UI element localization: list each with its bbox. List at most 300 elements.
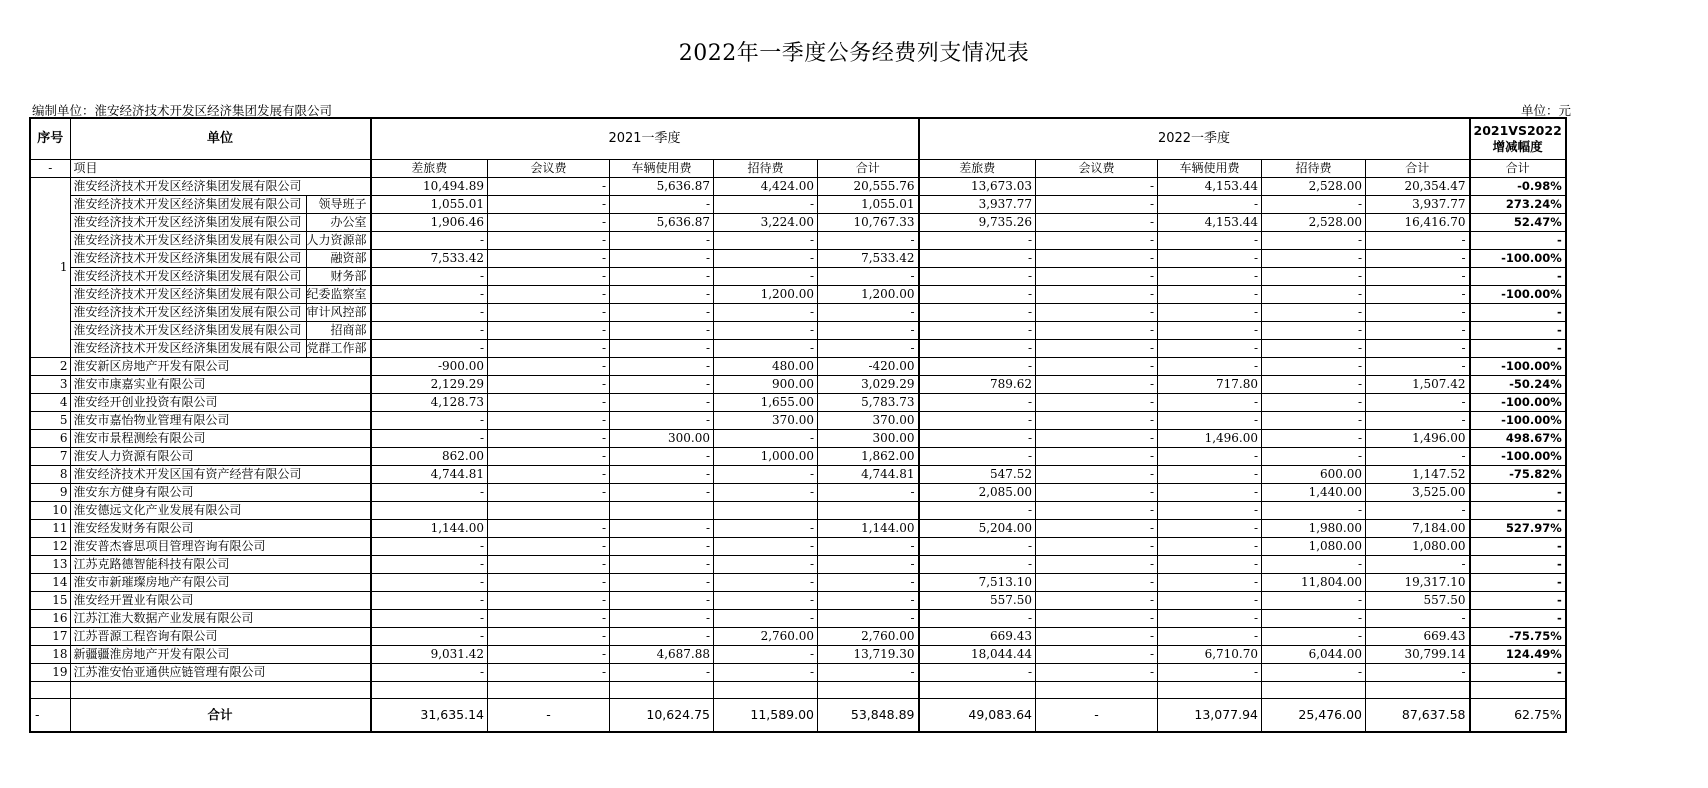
cell-2021-1: - bbox=[488, 645, 610, 663]
row-seq: 11 bbox=[30, 519, 70, 537]
cell-2022-1: - bbox=[1036, 267, 1158, 285]
cell-2021-3: - bbox=[714, 339, 818, 357]
cell-2021-4: - bbox=[818, 483, 919, 501]
cell-2021-3: - bbox=[714, 645, 818, 663]
cell-2022-3: - bbox=[1262, 447, 1366, 465]
blank-cell bbox=[1470, 681, 1566, 698]
cell-2022-0: - bbox=[919, 429, 1036, 447]
cell-2021-4: 10,767.33 bbox=[818, 213, 919, 231]
cell-2021-3: - bbox=[714, 519, 818, 537]
cell-2022-4: 1,507.42 bbox=[1366, 375, 1470, 393]
header-period-2022: 2022一季度 bbox=[919, 118, 1470, 159]
cell-2021-2: - bbox=[610, 483, 714, 501]
row-org: 淮安经济技术开发区经济集团发展有限公司 bbox=[71, 268, 307, 285]
cell-2021-2: 300.00 bbox=[610, 429, 714, 447]
cell-2021-2: - bbox=[610, 339, 714, 357]
cell-2022-2: - bbox=[1158, 339, 1262, 357]
cell-2021-0: 1,906.46 bbox=[371, 213, 488, 231]
cell-2021-4: 1,144.00 bbox=[818, 519, 919, 537]
header-period-2021: 2021一季度 bbox=[371, 118, 919, 159]
cell-2021-1: - bbox=[488, 375, 610, 393]
table-row bbox=[30, 573, 1566, 591]
row-org: 淮安经济技术开发区经济集团发展有限公司 bbox=[71, 250, 307, 267]
cell-2021-4: 2,760.00 bbox=[818, 627, 919, 645]
subheader-2021-col: 会议费 bbox=[488, 159, 610, 177]
row-org: 淮安经济技术开发区经济集团发展有限公司 bbox=[71, 232, 307, 249]
cell-change: - bbox=[1470, 663, 1566, 681]
cell-2022-2: 1,496.00 bbox=[1158, 429, 1262, 447]
cell-2021-2: - bbox=[610, 447, 714, 465]
total-2021-4: 53,848.89 bbox=[818, 698, 919, 732]
cell-2021-0: 10,494.89 bbox=[371, 177, 488, 195]
cell-2021-2: - bbox=[610, 303, 714, 321]
cell-change: 527.97% bbox=[1470, 519, 1566, 537]
cell-2022-1: - bbox=[1036, 213, 1158, 231]
cell-2022-0: - bbox=[919, 447, 1036, 465]
cell-2022-1: - bbox=[1036, 285, 1158, 303]
cell-2022-1: - bbox=[1036, 339, 1158, 357]
row-seq: 2 bbox=[30, 357, 70, 375]
cell-2022-2: - bbox=[1158, 663, 1262, 681]
total-2021-3: 11,589.00 bbox=[714, 698, 818, 732]
cell-2022-0: 789.62 bbox=[919, 375, 1036, 393]
row-unit bbox=[70, 177, 371, 195]
cell-change: -100.00% bbox=[1470, 447, 1566, 465]
cell-change: -75.75% bbox=[1470, 627, 1566, 645]
cell-2022-0: 3,937.77 bbox=[919, 195, 1036, 213]
cell-2022-0: 2,085.00 bbox=[919, 483, 1036, 501]
cell-2022-2: - bbox=[1158, 195, 1262, 213]
subheader-2022-col: 差旅费 bbox=[919, 159, 1036, 177]
cell-2022-2: - bbox=[1158, 303, 1262, 321]
cell-2021-4: - bbox=[818, 537, 919, 555]
cell-2022-2: - bbox=[1158, 267, 1262, 285]
cell-2022-2: - bbox=[1158, 573, 1262, 591]
cell-2022-2: - bbox=[1158, 249, 1262, 267]
table-row bbox=[30, 663, 1566, 681]
cell-2021-3: 4,424.00 bbox=[714, 177, 818, 195]
cell-2022-2: - bbox=[1158, 357, 1262, 375]
cell-2021-1: - bbox=[488, 609, 610, 627]
blank-cell bbox=[30, 681, 70, 698]
cell-2022-4: - bbox=[1366, 555, 1470, 573]
cell-2021-4: 1,862.00 bbox=[818, 447, 919, 465]
blank-cell bbox=[714, 681, 818, 698]
header-row bbox=[30, 118, 1566, 159]
row-seq: 15 bbox=[30, 591, 70, 609]
cell-change: -100.00% bbox=[1470, 411, 1566, 429]
table-row bbox=[30, 411, 1566, 429]
cell-2021-3: 3,224.00 bbox=[714, 213, 818, 231]
table-row bbox=[30, 339, 1566, 357]
subheader-change: 合计 bbox=[1470, 159, 1566, 177]
cell-2021-1: - bbox=[488, 519, 610, 537]
cell-2021-4: - bbox=[818, 663, 919, 681]
expense-table bbox=[29, 117, 1567, 733]
cell-2022-3: - bbox=[1262, 195, 1366, 213]
cell-2022-0: - bbox=[919, 501, 1036, 519]
cell-2021-2: 4,687.88 bbox=[610, 645, 714, 663]
cell-2021-2 bbox=[610, 501, 714, 519]
cell-2022-1: - bbox=[1036, 609, 1158, 627]
cell-2022-0: 547.52 bbox=[919, 465, 1036, 483]
header-unit: 单位 bbox=[70, 118, 371, 159]
cell-change: - bbox=[1470, 267, 1566, 285]
row-unit bbox=[70, 321, 371, 339]
cell-2022-2: - bbox=[1158, 609, 1262, 627]
cell-2022-0: - bbox=[919, 357, 1036, 375]
cell-2022-3: - bbox=[1262, 357, 1366, 375]
cell-2021-4: 20,555.76 bbox=[818, 177, 919, 195]
cell-2021-2: - bbox=[610, 555, 714, 573]
cell-2022-3: 1,980.00 bbox=[1262, 519, 1366, 537]
cell-2021-1: - bbox=[488, 447, 610, 465]
cell-2022-0: - bbox=[919, 537, 1036, 555]
cell-2022-4: - bbox=[1366, 321, 1470, 339]
cell-change: - bbox=[1470, 591, 1566, 609]
cell-2021-2: - bbox=[610, 375, 714, 393]
cell-2022-4: 669.43 bbox=[1366, 627, 1470, 645]
cell-2021-2: - bbox=[610, 663, 714, 681]
subheader-2022-col: 合计 bbox=[1366, 159, 1470, 177]
cell-change: - bbox=[1470, 339, 1566, 357]
total-2021-1: - bbox=[488, 698, 610, 732]
cell-2021-3: - bbox=[714, 231, 818, 249]
subheader-2021-col: 合计 bbox=[818, 159, 919, 177]
cell-2022-1: - bbox=[1036, 501, 1158, 519]
cell-2022-4: - bbox=[1366, 267, 1470, 285]
blank-cell bbox=[70, 681, 371, 698]
cell-2021-3: - bbox=[714, 429, 818, 447]
cell-2022-3: - bbox=[1262, 285, 1366, 303]
table-row bbox=[30, 357, 1566, 375]
cell-2022-0: 669.43 bbox=[919, 627, 1036, 645]
subheader-item: 项目 bbox=[70, 159, 371, 177]
cell-2022-1: - bbox=[1036, 519, 1158, 537]
subheader-2021-col: 车辆使用费 bbox=[610, 159, 714, 177]
cell-2021-2: - bbox=[610, 249, 714, 267]
subheader-seq: - bbox=[30, 159, 70, 177]
cell-2021-3: 2,760.00 bbox=[714, 627, 818, 645]
row-unit bbox=[70, 339, 371, 357]
cell-2021-2: - bbox=[610, 357, 714, 375]
cell-2021-3: - bbox=[714, 465, 818, 483]
cell-2022-4: 557.50 bbox=[1366, 591, 1470, 609]
cell-2021-3: 1,000.00 bbox=[714, 447, 818, 465]
cell-2021-4: 13,719.30 bbox=[818, 645, 919, 663]
cell-2021-1: - bbox=[488, 231, 610, 249]
blank-cell bbox=[1262, 681, 1366, 698]
cell-2021-1: - bbox=[488, 393, 610, 411]
row-unit bbox=[70, 195, 371, 213]
cell-2021-0: 1,144.00 bbox=[371, 519, 488, 537]
row-org: 淮安经济技术开发区经济集团发展有限公司 bbox=[71, 340, 307, 357]
row-org: 淮安经济技术开发区经济集团发展有限公司 bbox=[71, 214, 307, 231]
cell-2021-2: - bbox=[610, 321, 714, 339]
cell-2022-0: - bbox=[919, 663, 1036, 681]
cell-change: 52.47% bbox=[1470, 213, 1566, 231]
row-dept: 审计风控部 bbox=[306, 304, 367, 319]
cell-2021-0: - bbox=[371, 483, 488, 501]
cell-2021-2: - bbox=[610, 627, 714, 645]
cell-2022-4: - bbox=[1366, 609, 1470, 627]
row-seq: 12 bbox=[30, 537, 70, 555]
cell-2021-4: 370.00 bbox=[818, 411, 919, 429]
cell-change: - bbox=[1470, 231, 1566, 249]
row-org: 淮安经济技术开发区经济集团发展有限公司 bbox=[71, 322, 307, 339]
table-row bbox=[30, 429, 1566, 447]
cell-2021-2: - bbox=[610, 285, 714, 303]
cell-2022-3: - bbox=[1262, 555, 1366, 573]
cell-change: - bbox=[1470, 555, 1566, 573]
cell-2022-1: - bbox=[1036, 411, 1158, 429]
cell-2022-4: 20,354.47 bbox=[1366, 177, 1470, 195]
cell-2021-3: - bbox=[714, 249, 818, 267]
total-seq: - bbox=[30, 698, 70, 732]
row-unit bbox=[70, 231, 371, 249]
cell-2022-1: - bbox=[1036, 429, 1158, 447]
cell-2022-0: - bbox=[919, 339, 1036, 357]
cell-2021-2: - bbox=[610, 267, 714, 285]
table-row bbox=[30, 375, 1566, 393]
row-org: 淮安经济技术开发区国有资产经营有限公司 bbox=[70, 465, 371, 483]
cell-2021-1: - bbox=[488, 267, 610, 285]
cell-2021-0: - bbox=[371, 429, 488, 447]
cell-2022-4: - bbox=[1366, 393, 1470, 411]
cell-2021-3: - bbox=[714, 591, 818, 609]
row-org: 淮安经开创业投资有限公司 bbox=[70, 393, 371, 411]
cell-2021-2: - bbox=[610, 609, 714, 627]
cell-2022-4: - bbox=[1366, 339, 1470, 357]
table-row bbox=[30, 231, 1566, 249]
cell-2022-3: - bbox=[1262, 501, 1366, 519]
cell-2021-3: - bbox=[714, 303, 818, 321]
row-org: 新疆疆淮房地产开发有限公司 bbox=[70, 645, 371, 663]
cell-2021-3: 480.00 bbox=[714, 357, 818, 375]
total-2022-0: 49,083.64 bbox=[919, 698, 1036, 732]
cell-2022-1: - bbox=[1036, 465, 1158, 483]
row-org: 淮安德远文化产业发展有限公司 bbox=[70, 501, 371, 519]
cell-2021-4: - bbox=[818, 321, 919, 339]
cell-2022-2: - bbox=[1158, 627, 1262, 645]
row-dept: 党群工作部 bbox=[306, 340, 367, 355]
cell-2021-0: 4,128.73 bbox=[371, 393, 488, 411]
row-dept: 人力资源部 bbox=[306, 232, 367, 247]
cell-2021-4: - bbox=[818, 555, 919, 573]
cell-2021-2: - bbox=[610, 591, 714, 609]
cell-2021-1: - bbox=[488, 627, 610, 645]
cell-2022-2: - bbox=[1158, 411, 1262, 429]
cell-2021-3: - bbox=[714, 609, 818, 627]
blank-cell bbox=[488, 681, 610, 698]
cell-2022-0: - bbox=[919, 285, 1036, 303]
cell-2021-0: - bbox=[371, 231, 488, 249]
table-row bbox=[30, 393, 1566, 411]
cell-2022-3: 6,044.00 bbox=[1262, 645, 1366, 663]
cell-2022-3: - bbox=[1262, 339, 1366, 357]
cell-2021-1: - bbox=[488, 537, 610, 555]
cell-2022-3: - bbox=[1262, 429, 1366, 447]
cell-2021-3: - bbox=[714, 573, 818, 591]
cell-2021-0: 862.00 bbox=[371, 447, 488, 465]
cell-2021-0: - bbox=[371, 321, 488, 339]
subheader-2022-col: 车辆使用费 bbox=[1158, 159, 1262, 177]
row-seq: 4 bbox=[30, 393, 70, 411]
cell-2022-2: - bbox=[1158, 537, 1262, 555]
row-unit bbox=[70, 213, 371, 231]
row-org: 江苏克路德智能科技有限公司 bbox=[70, 555, 371, 573]
cell-2021-0: - bbox=[371, 663, 488, 681]
row-unit bbox=[70, 303, 371, 321]
blank-cell bbox=[1036, 681, 1158, 698]
cell-2022-0: - bbox=[919, 231, 1036, 249]
cell-2021-1: - bbox=[488, 177, 610, 195]
table-row bbox=[30, 465, 1566, 483]
table-row bbox=[30, 555, 1566, 573]
cell-2021-0: 9,031.42 bbox=[371, 645, 488, 663]
cell-2021-3: - bbox=[714, 483, 818, 501]
table-row bbox=[30, 285, 1566, 303]
unit-label: 单位：元 bbox=[1521, 103, 1572, 118]
row-org: 淮安市康嘉实业有限公司 bbox=[70, 375, 371, 393]
row-org: 淮安经济技术开发区经济集团发展有限公司 bbox=[71, 304, 307, 321]
row-seq: 5 bbox=[30, 411, 70, 429]
cell-2022-2: - bbox=[1158, 285, 1262, 303]
cell-change: 273.24% bbox=[1470, 195, 1566, 213]
cell-2021-1: - bbox=[488, 555, 610, 573]
cell-2021-0: - bbox=[371, 411, 488, 429]
row-org: 淮安经发财务有限公司 bbox=[70, 519, 371, 537]
cell-change: -100.00% bbox=[1470, 285, 1566, 303]
table-row bbox=[30, 591, 1566, 609]
cell-2021-3: - bbox=[714, 267, 818, 285]
cell-change: - bbox=[1470, 321, 1566, 339]
cell-2022-3: 11,804.00 bbox=[1262, 573, 1366, 591]
cell-2022-4: - bbox=[1366, 501, 1470, 519]
cell-2022-1: - bbox=[1036, 537, 1158, 555]
cell-2022-3: 600.00 bbox=[1262, 465, 1366, 483]
cell-2021-0: - bbox=[371, 591, 488, 609]
row-org: 淮安经济技术开发区经济集团发展有限公司 bbox=[71, 196, 307, 213]
cell-2022-4: 1,496.00 bbox=[1366, 429, 1470, 447]
cell-2021-0: -900.00 bbox=[371, 357, 488, 375]
cell-2021-4: 300.00 bbox=[818, 429, 919, 447]
cell-2021-4: 5,783.73 bbox=[818, 393, 919, 411]
total-2021-2: 10,624.75 bbox=[610, 698, 714, 732]
cell-2022-0: 13,673.03 bbox=[919, 177, 1036, 195]
total-2022-3: 25,476.00 bbox=[1262, 698, 1366, 732]
subheader-row bbox=[30, 159, 1566, 177]
page-title: 2022年一季度公务经费列支情况表 bbox=[678, 41, 1030, 66]
cell-2022-4: - bbox=[1366, 411, 1470, 429]
cell-2022-2: - bbox=[1158, 393, 1262, 411]
cell-2021-3 bbox=[714, 501, 818, 519]
cell-2022-1: - bbox=[1036, 231, 1158, 249]
row-org: 淮安经济技术开发区经济集团发展有限公司 bbox=[73, 178, 302, 193]
cell-2021-0: - bbox=[371, 555, 488, 573]
cell-change: -0.98% bbox=[1470, 177, 1566, 195]
row-unit bbox=[70, 285, 371, 303]
total-row bbox=[30, 698, 1566, 732]
row-org: 淮安经济技术开发区经济集团发展有限公司 bbox=[71, 286, 307, 303]
blank-cell bbox=[919, 681, 1036, 698]
row-org: 淮安东方健身有限公司 bbox=[70, 483, 371, 501]
cell-2021-0: - bbox=[371, 573, 488, 591]
subheader-2021-col: 招待费 bbox=[714, 159, 818, 177]
cell-2022-2: - bbox=[1158, 501, 1262, 519]
cell-change: -100.00% bbox=[1470, 357, 1566, 375]
table-row bbox=[30, 303, 1566, 321]
subheader-2022-col: 会议费 bbox=[1036, 159, 1158, 177]
cell-2021-1: - bbox=[488, 321, 610, 339]
cell-2021-0: - bbox=[371, 339, 488, 357]
compiler-label: 编制单位：淮安经济技术开发区经济集团发展有限公司 bbox=[32, 103, 333, 118]
row-org: 淮安市新璀璨房地产有限公司 bbox=[70, 573, 371, 591]
cell-2022-4: 1,080.00 bbox=[1366, 537, 1470, 555]
subheader-2021-col: 差旅费 bbox=[371, 159, 488, 177]
row-org: 淮安新区房地产开发有限公司 bbox=[70, 357, 371, 375]
cell-2021-4: -420.00 bbox=[818, 357, 919, 375]
cell-change: - bbox=[1470, 609, 1566, 627]
cell-2021-2: 5,636.87 bbox=[610, 177, 714, 195]
row-seq: 17 bbox=[30, 627, 70, 645]
row-dept: 招商部 bbox=[330, 322, 367, 337]
cell-2022-1: - bbox=[1036, 663, 1158, 681]
table-row bbox=[30, 195, 1566, 213]
cell-2022-1: - bbox=[1036, 627, 1158, 645]
cell-2021-0: 2,129.29 bbox=[371, 375, 488, 393]
cell-2021-4: - bbox=[818, 573, 919, 591]
cell-2022-4: - bbox=[1366, 663, 1470, 681]
cell-2021-3: 370.00 bbox=[714, 411, 818, 429]
cell-2021-2: - bbox=[610, 537, 714, 555]
cell-change: - bbox=[1470, 537, 1566, 555]
table-row bbox=[30, 609, 1566, 627]
cell-2021-0: - bbox=[371, 537, 488, 555]
row-org: 淮安市嘉怡物业管理有限公司 bbox=[70, 411, 371, 429]
cell-2022-2: 6,710.70 bbox=[1158, 645, 1262, 663]
cell-2022-2: - bbox=[1158, 519, 1262, 537]
cell-2022-3: - bbox=[1262, 609, 1366, 627]
row-seq: 6 bbox=[30, 429, 70, 447]
cell-2021-1: - bbox=[488, 573, 610, 591]
cell-2022-4: - bbox=[1366, 231, 1470, 249]
cell-2022-2: - bbox=[1158, 555, 1262, 573]
cell-2021-1: - bbox=[488, 339, 610, 357]
cell-2021-0: 1,055.01 bbox=[371, 195, 488, 213]
row-dept: 融资部 bbox=[330, 250, 367, 265]
cell-2021-1: - bbox=[488, 195, 610, 213]
blank-cell bbox=[371, 681, 488, 698]
cell-2021-4: - bbox=[818, 267, 919, 285]
cell-2022-1: - bbox=[1036, 303, 1158, 321]
row-unit bbox=[70, 249, 371, 267]
cell-2021-2: - bbox=[610, 573, 714, 591]
row-seq: 10 bbox=[30, 501, 70, 519]
cell-2022-1: - bbox=[1036, 393, 1158, 411]
cell-change: - bbox=[1470, 483, 1566, 501]
cell-2022-3: - bbox=[1262, 411, 1366, 429]
cell-2022-0: - bbox=[919, 249, 1036, 267]
row-seq: 9 bbox=[30, 483, 70, 501]
cell-2021-2: - bbox=[610, 195, 714, 213]
cell-2022-0: - bbox=[919, 267, 1036, 285]
cell-2021-2: - bbox=[610, 519, 714, 537]
cell-2022-4: 3,525.00 bbox=[1366, 483, 1470, 501]
cell-2022-0: - bbox=[919, 303, 1036, 321]
cell-2021-4: 1,200.00 bbox=[818, 285, 919, 303]
row-seq: 18 bbox=[30, 645, 70, 663]
